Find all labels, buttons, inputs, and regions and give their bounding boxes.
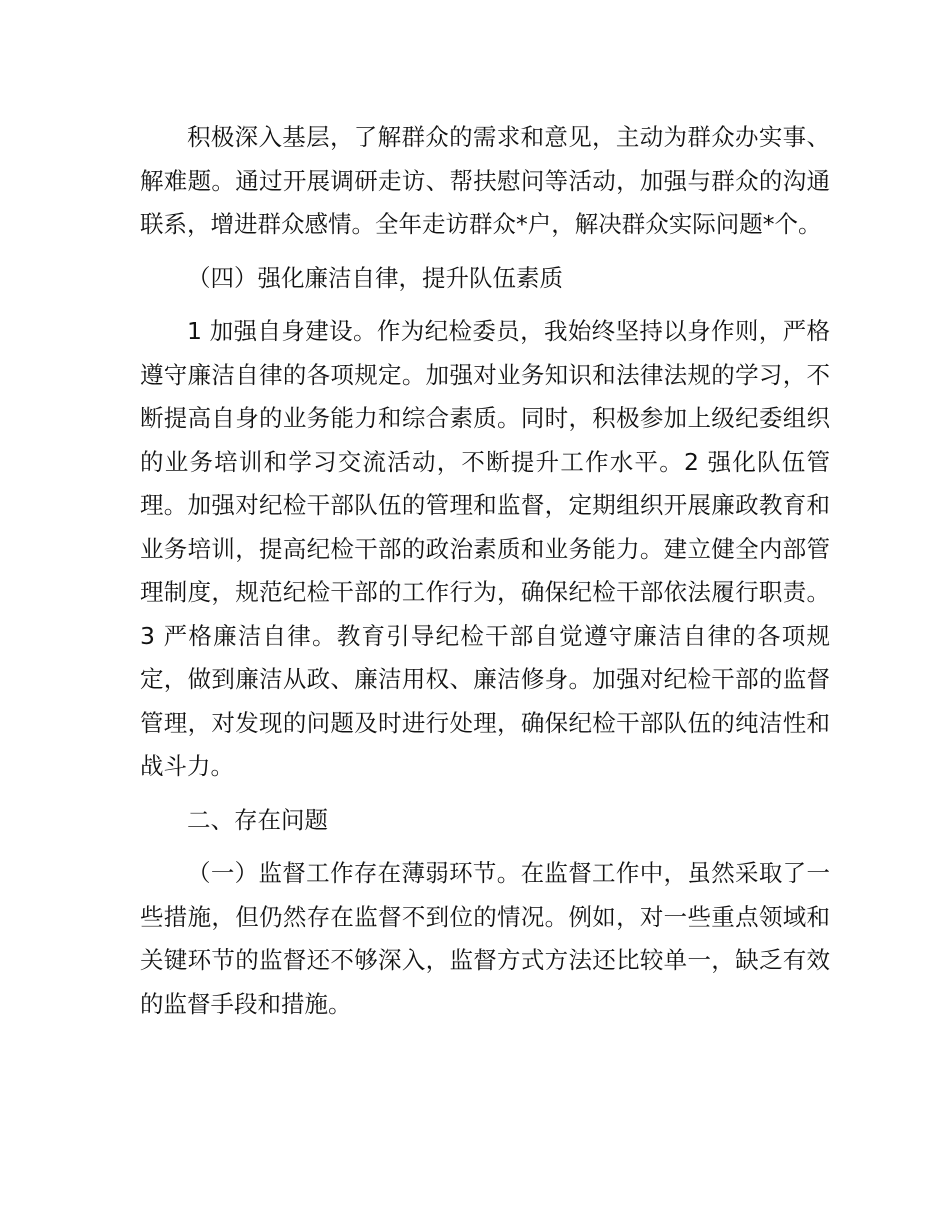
- paragraph-supervision-weakness: （一）监督工作存在薄弱环节。在监督工作中，虽然采取了一些措施，但仍然存在监督不到位的情况。例如，对一些重点领域和关键环节的监督还不够深入，监督方式方法还比较单一，缺乏有效的监督手段和措施。: [140, 859, 830, 1018]
- document-body: [140, 116, 830, 1026]
- paragraph-outreach: 积极深入基层，了解群众的需求和意见，主动为群众办实事、解难题。通过开展调研走访、帮扶慰问等活动，加强与群众的沟通联系，增进群众感情。全年走访群众*户，解决群众实际问题*个。: [140, 123, 830, 238]
- paragraph-self-discipline: 1 加强自身建设。作为纪检委员，我始终坚持以身作则，严格遵守廉洁自律的各项规定。加强对业务知识和法律法规的学习，不断提高自身的业务能力和综合素质。同时，积极参加上级纪委组织的业务培训和学习交流活动，不断提升工作水平。2 强化队伍管理。加强对纪检干部队伍的管理和监督，定期组织开展廉政教育和业务培训，提高纪检干部的政治素质和业务能力。建立健全内部管理制度，规范纪检干部的工作行为，确保纪检干部依法履行职责。3 严格廉洁自律。教育引导纪检干部自觉遵守廉洁自律的各项规定，做到廉洁从政、廉洁用权、廉洁修身。加强对纪检干部的监督管理，对发现的问题及时进行处理，确保纪检干部队伍的纯洁性和战斗力。: [140, 317, 830, 780]
- section-heading-existing-problems: 二、存在问题: [187, 805, 328, 834]
- section-heading-strengthen-integrity: （四）强化廉洁自律，提升队伍素质: [187, 263, 563, 292]
